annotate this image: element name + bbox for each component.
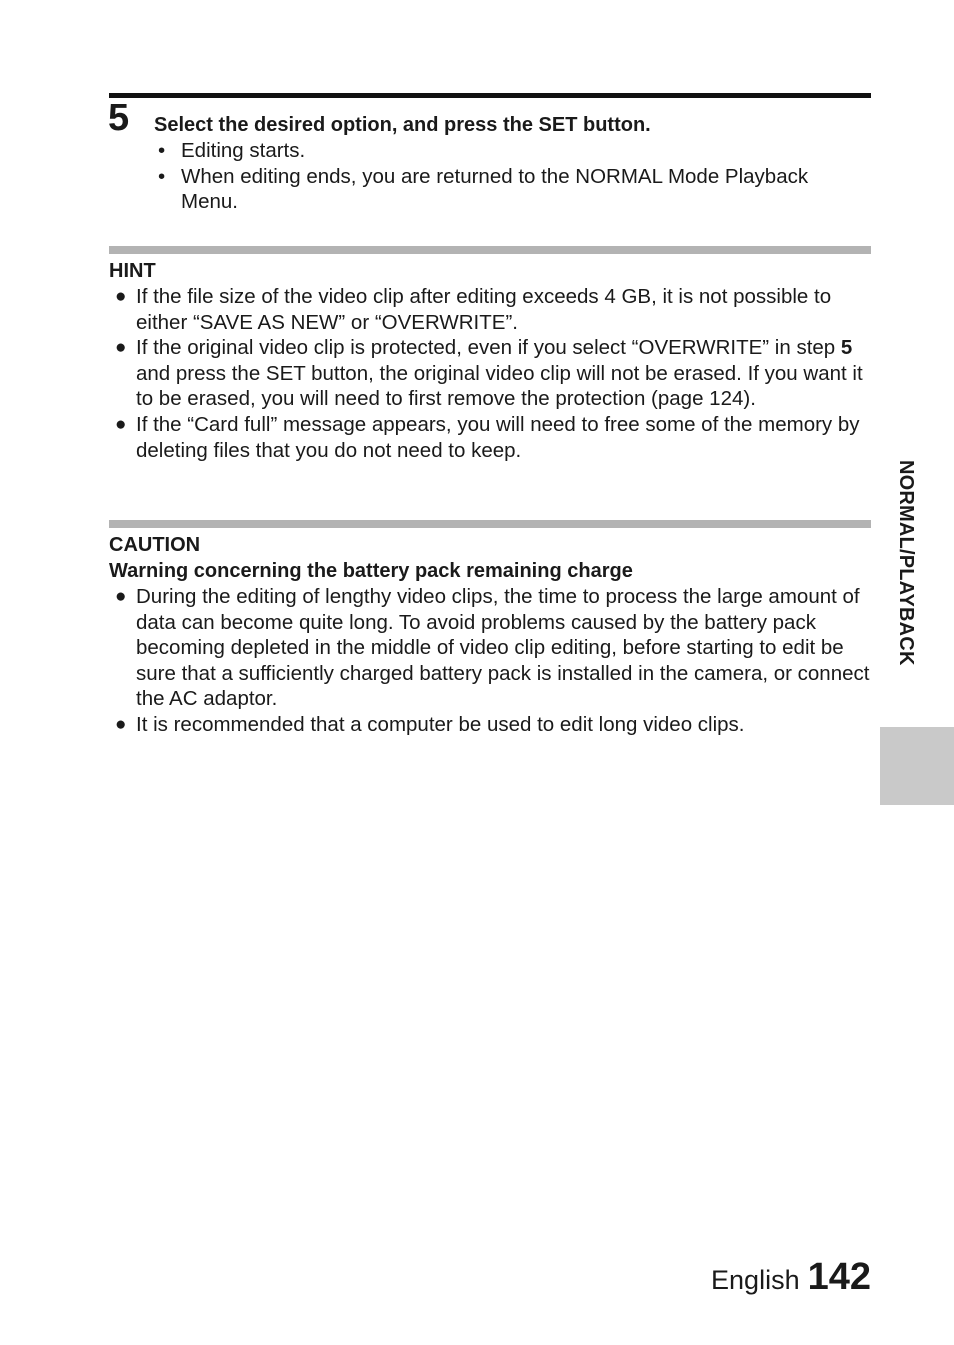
caution-text: During the editing of lengthy video clips, the time to process the large amount of data can become quite long. To avoid problems caused by the battery pack becoming depleted in the middle of video clip editing, before starting to edit be sure that a sufficiently charged battery pack is installed in the camera, or connect the AC adaptor.: [136, 585, 870, 711]
hint-heading: HINT: [109, 260, 156, 282]
list-item: [109, 284, 871, 335]
caution-heading: CAUTION: [109, 534, 201, 556]
hint-text: If the file size of the video clip after editing exceeds 4 GB, it is not possible to either “SAVE AS NEW” or “OVERWRITE”.: [136, 285, 832, 334]
list-item: [154, 138, 870, 164]
section-side-label: NORMAL/PLAYBACK: [895, 460, 917, 666]
bullet-dot-icon: ●: [115, 413, 127, 435]
list-item: [109, 412, 871, 463]
list-item: [109, 712, 871, 738]
bullet-dot-icon: ●: [115, 286, 127, 307]
list-item: [109, 335, 871, 412]
language-label: English: [711, 1265, 800, 1295]
step-rule: [109, 93, 871, 98]
bullet-dot-icon: •: [158, 139, 166, 162]
hint-text: If the original video clip is protected, even if you select “OVERWRITE” in step: [136, 336, 841, 360]
step-bullet-list: [154, 138, 870, 215]
caution-list: [109, 584, 871, 738]
step-number: 5: [108, 97, 130, 139]
step-bullet-text: When editing ends, you are returned to the NORMAL Mode Playback Menu.: [181, 164, 809, 214]
bullet-dot-icon: •: [158, 164, 166, 188]
hint-text: If the “Card full” message appears, you will need to free some of the memory by deleting files that you do not need to keep.: [136, 412, 860, 462]
list-item: [109, 584, 871, 712]
list-item: [154, 164, 870, 215]
step-reference: 5: [840, 336, 853, 360]
page-number: 142: [807, 1256, 871, 1298]
caution-divider: [109, 520, 871, 528]
section-tab-marker: [880, 727, 954, 805]
hint-divider: [109, 246, 871, 254]
caution-text: It is recommended that a computer be used to edit long video clips.: [136, 712, 745, 736]
bullet-dot-icon: ●: [115, 337, 127, 359]
step-title: Select the desired option, and press the SET button.: [154, 114, 651, 136]
step-bullet-text: Editing starts.: [181, 139, 306, 162]
hint-text: and press the SET button, the original video clip will not be erased. If you want it to be erased, you will need to first remove the protection (page 124).: [136, 361, 863, 411]
hint-list: [109, 284, 871, 463]
caution-subheading: Warning concerning the battery pack remaining charge: [109, 560, 633, 582]
bullet-dot-icon: ●: [115, 713, 127, 735]
page-footer: [711, 1256, 871, 1304]
bullet-dot-icon: ●: [115, 586, 127, 607]
